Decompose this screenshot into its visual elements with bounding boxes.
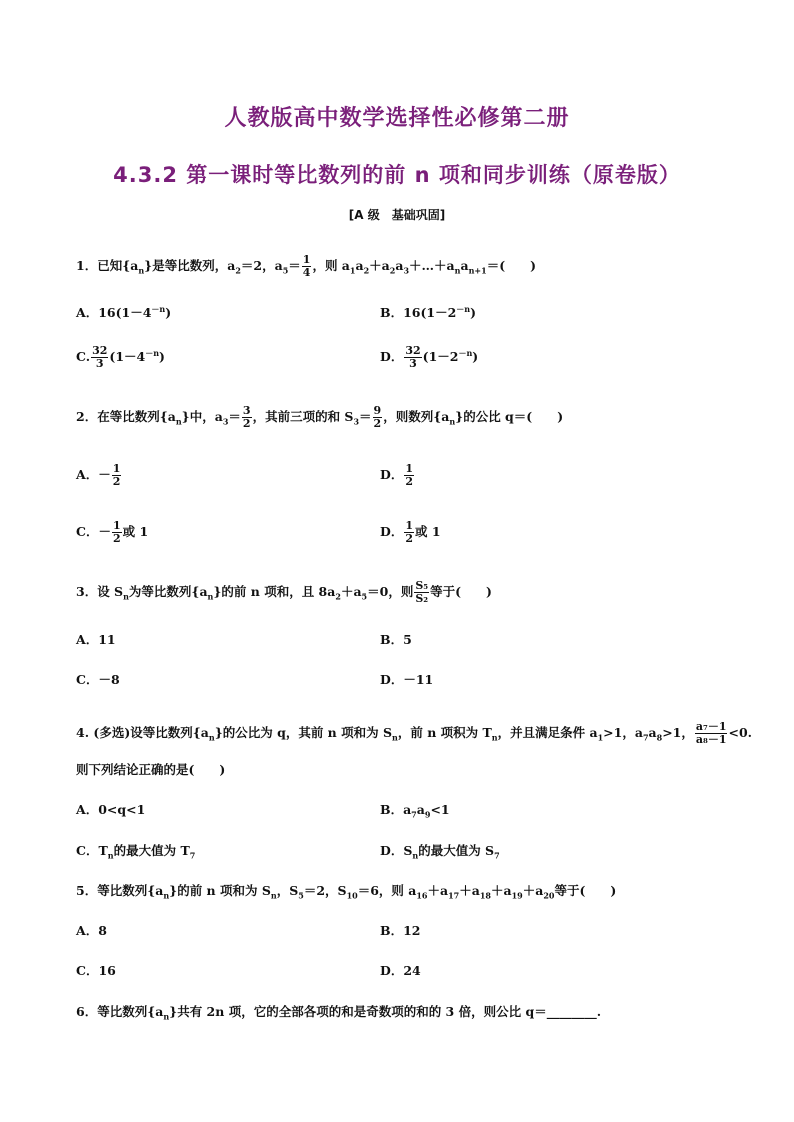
question-1-option-c: C. $\frac{32}{3}$ $(1-4^{-n})$ bbox=[76, 344, 165, 370]
question-2-option-a: A．－ $\frac{1}{2}$ bbox=[76, 462, 121, 488]
question-1-option-d: D． $\frac{32}{3}$ $(1-2^{-n})$ bbox=[380, 344, 479, 370]
section-level-heading: [A 级 基础巩固] bbox=[348, 208, 446, 222]
question-2-option-d-second: D． $\frac{1}{2}$ 或 1 bbox=[380, 519, 441, 545]
question-4-stem: 4. (多选)设等比数列$\{a_n\}$的公比为 q，其前 n 项和为 $S_n$，前 n 项积为 $T_n$，并且满足条件 $a_1>1$，$a_7a_8>1$， $\frac{\text{a₇－1}}{\text{a₈－1}}$ <0. bbox=[76, 720, 753, 746]
question-5-option-a: A．8 bbox=[76, 923, 107, 938]
question-2-stem: 2．在等比数列$\{a_n\}$中，$a_3=$ $\frac{3}{2}$ ，其前三项的和 $S_3=$ $\frac{9}{2}$ ，则数列$\{a_n\}$的公比 q＝( ) bbox=[76, 404, 564, 430]
question-5-option-c: C．16 bbox=[76, 963, 116, 978]
question-3-option-b: B．5 bbox=[380, 632, 412, 647]
question-5-option-b: B．12 bbox=[380, 923, 421, 938]
question-3-stem: 3．设 $S_n$为等比数列$\{a_n\}$的前 n 项和，且 $8a_2+a_5=0$，则 $\frac{\text{S₅}}{\text{S₂}}$ 等于( ) bbox=[76, 579, 492, 605]
fraction: $\frac{1}{4}$ bbox=[302, 253, 311, 279]
question-4-option-a: A．0<q<1 bbox=[76, 802, 146, 817]
question-3-option-d: D．－11 bbox=[380, 672, 434, 687]
question-3-option-c: C．－8 bbox=[76, 672, 120, 687]
question-5-option-d: D．24 bbox=[380, 963, 421, 978]
document-subtitle: 4.3.2 第一课时等比数列的前 n 项和同步训练（原卷版） bbox=[113, 163, 681, 187]
question-1-option-b: B．$16(1-2^{-n})$ bbox=[380, 303, 477, 320]
question-3-option-a: A．11 bbox=[76, 632, 116, 647]
question-4-option-b: B．$a_7a_9<1$ bbox=[380, 802, 450, 820]
question-4-stem-line-2: 则下列结论正确的是( ) bbox=[76, 762, 226, 777]
question-5-stem: 5．等比数列$\{a_n\}$的前 n 项和为 $S_n$，$S_5=2$，$S_{10}=6$，则 $a_{16}+a_{17}+a_{18}+a_{19}+a_{20}$等于( ) bbox=[76, 883, 617, 901]
question-1-stem: 1．已知$\{a_n\}$是等比数列，$a_2=2$，$a_5=$ $\frac{1}{4}$ ，则 $a_1a_2+a_2a_3+\dots+a_na_{n+1}=$( ) bbox=[76, 253, 537, 279]
question-2-option-d-first: D． $\frac{1}{2}$ bbox=[380, 462, 413, 488]
question-1-option-a: A．$16(1-4^{-n})$ bbox=[76, 303, 172, 320]
question-4-option-d: D．$S_n$的最大值为 $S_7$ bbox=[380, 843, 500, 861]
question-4-option-c: C．$T_n$的最大值为 $T_7$ bbox=[76, 843, 196, 861]
question-2-option-c: C．－ $\frac{1}{2}$ 或 1 bbox=[76, 519, 149, 545]
question-6-stem: 6．等比数列$\{a_n\}$共有 2n 项，它的全部各项的和是奇数项的和的 3 倍，则公比 q＝________. bbox=[76, 1004, 602, 1022]
document-title: 人教版高中数学选择性必修第二册 bbox=[224, 106, 570, 131]
